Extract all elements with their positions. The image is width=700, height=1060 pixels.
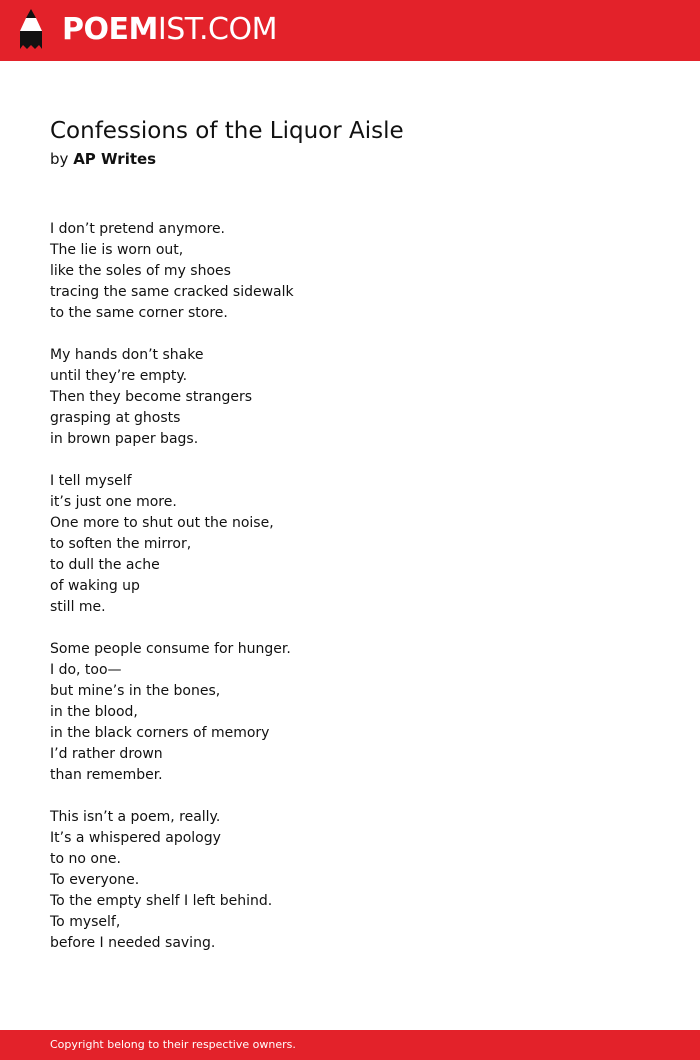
pencil-icon[interactable]: [18, 9, 44, 51]
poem-line: My hands don’t shake: [50, 347, 204, 363]
poem-line: to dull the ache: [50, 557, 160, 573]
poem-title: Confessions of the Liquor Aisle: [50, 118, 404, 144]
poem-line: To myself,: [50, 914, 121, 930]
poem-line: but mine’s in the bones,: [50, 683, 221, 699]
poem-stanza: [50, 345, 650, 450]
poem-line: grasping at ghosts: [50, 410, 181, 426]
site-logo[interactable]: [62, 12, 277, 48]
poem-line: One more to shut out the noise,: [50, 515, 274, 531]
poem-line: This isn’t a poem, really.: [50, 809, 221, 825]
poem-line: still me.: [50, 599, 106, 615]
poem-line: Some people consume for hunger.: [50, 641, 291, 657]
poem-line: in brown paper bags.: [50, 431, 199, 447]
poem-line: before I needed saving.: [50, 935, 216, 951]
logo-text-light: IST.COM: [157, 12, 277, 47]
poem-line: I don’t pretend anymore.: [50, 221, 226, 237]
poem-line: of waking up: [50, 578, 140, 594]
poem-line: tracing the same cracked sidewalk: [50, 284, 294, 300]
poem-line: in the blood,: [50, 704, 138, 720]
poem-line: Then they become strangers: [50, 389, 253, 405]
poem-line: it’s just one more.: [50, 494, 177, 510]
poem-line: I’d rather drown: [50, 746, 163, 762]
author-name: AP Writes: [73, 150, 157, 168]
poem-line: until they’re empty.: [50, 368, 188, 384]
byline: [50, 149, 156, 169]
poem-line: The lie is worn out,: [50, 242, 184, 258]
byline-prefix: by: [50, 150, 69, 168]
poem-line: like the soles of my shoes: [50, 263, 231, 279]
site-footer: [0, 1030, 700, 1060]
poem-stanza: [50, 471, 650, 618]
poem-stanza: [50, 219, 650, 324]
poem-line: I tell myself: [50, 473, 132, 489]
poem-line: To the empty shelf I left behind.: [50, 893, 273, 909]
poem-line: It’s a whispered apology: [50, 830, 221, 846]
poem-line: in the black corners of memory: [50, 725, 270, 741]
poem-line: To everyone.: [50, 872, 140, 888]
poem-line: to soften the mirror,: [50, 536, 192, 552]
site-header: [0, 0, 700, 61]
poem-line: than remember.: [50, 767, 163, 783]
poem-line: I do, too—: [50, 662, 122, 678]
logo-text-bold: POEM: [62, 12, 158, 47]
poem-body: [50, 219, 650, 975]
poem-line: to no one.: [50, 851, 121, 867]
copyright-notice: Copyright belong to their respective owners.: [50, 1038, 296, 1051]
poem-stanza: [50, 807, 650, 954]
poem-stanza: [50, 639, 650, 786]
poem-line: to the same corner store.: [50, 305, 228, 321]
